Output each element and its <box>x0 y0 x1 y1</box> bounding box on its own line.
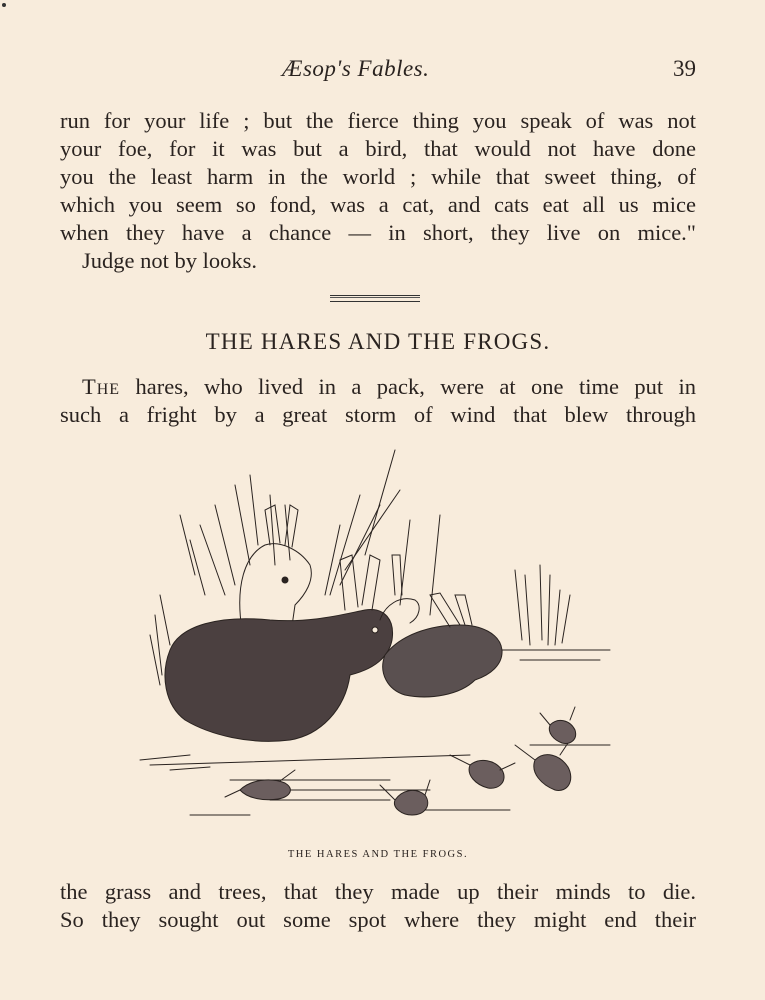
lead-word: The <box>82 374 121 399</box>
running-head <box>60 56 696 88</box>
page-number: 39 <box>673 56 696 81</box>
moral-line: Judge not by looks. <box>82 248 258 273</box>
hares-and-frogs-engraving <box>130 445 630 840</box>
line-rest: hares, who lived in a pack, were at one time put in <box>120 374 696 399</box>
text-line: when they have a chance — in short, they live on mice." <box>60 220 696 245</box>
text-line <box>60 373 696 401</box>
text-line: So they sought out some spot where they might end their <box>60 907 696 932</box>
fable-title: THE HARES AND THE FROGS. <box>205 329 551 354</box>
section-divider <box>330 295 420 302</box>
text-line: the grass and trees, that they made up their minds to die. <box>60 879 696 904</box>
fable-opening <box>60 373 696 429</box>
paragraph-continuation <box>60 107 696 275</box>
text-line: run for your life ; but the fierce thing you speak of was not <box>60 108 696 133</box>
running-title: Æsop's Fables. <box>282 56 430 81</box>
text-line: you the least harm in the world ; while that sweet thing, of <box>60 164 696 189</box>
text-line: your foe, for it was but a bird, that would not have done <box>60 136 696 161</box>
page-speck <box>2 3 6 7</box>
illustration-caption: THE HARES AND THE FROGS. <box>287 849 469 860</box>
text-line: which you seem so fond, was a cat, and cats eat all us mice <box>60 192 696 217</box>
text-line: such a fright by a great storm of wind that blew through <box>60 402 696 427</box>
paragraph-continued <box>60 878 696 934</box>
